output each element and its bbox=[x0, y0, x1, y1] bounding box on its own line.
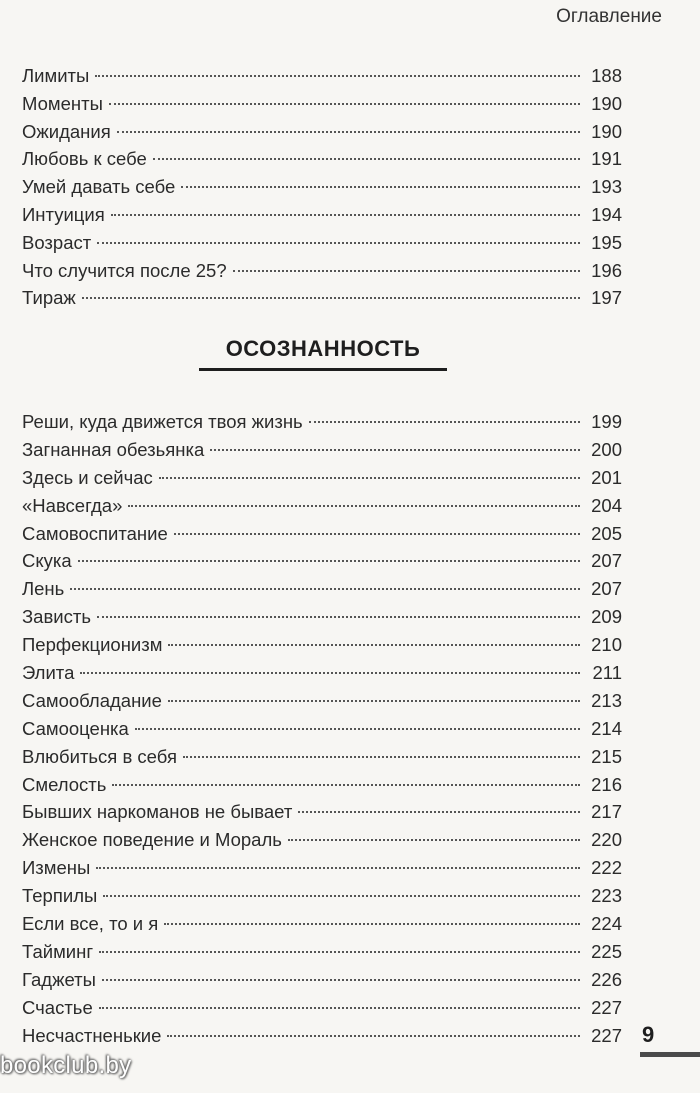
toc-entry-page: 223 bbox=[591, 885, 622, 907]
toc-entry-title: Загнанная обезьянка bbox=[22, 438, 205, 460]
toc-leader-dots bbox=[109, 103, 580, 105]
toc-leader-dots bbox=[99, 951, 580, 953]
toc-entry-title: Женское поведение и Мораль bbox=[22, 829, 282, 851]
toc-entry bbox=[22, 966, 622, 994]
toc-leader-dots bbox=[153, 158, 580, 160]
toc-entry-page: 209 bbox=[591, 606, 622, 628]
toc-entry-page: 215 bbox=[591, 745, 622, 767]
toc-entry-page: 210 bbox=[591, 634, 622, 656]
toc-entry bbox=[22, 118, 622, 146]
toc-entry-title: Реши, куда движется твоя жизнь bbox=[22, 411, 303, 432]
toc-entry-page: 191 bbox=[591, 148, 622, 170]
toc-entry-page: 225 bbox=[591, 940, 622, 962]
toc-entry-page: 194 bbox=[591, 203, 622, 225]
toc-entry-page: 199 bbox=[591, 411, 622, 432]
toc-entry-title: Несчастненькие bbox=[22, 1024, 162, 1046]
toc-entry-title: Элита bbox=[22, 662, 75, 684]
toc-entry-page: 195 bbox=[591, 231, 622, 253]
section-title: ОСОЗНАННОСТЬ bbox=[225, 336, 421, 361]
toc-entry bbox=[22, 257, 622, 285]
toc-leader-dots bbox=[78, 560, 580, 562]
toc-entry bbox=[22, 687, 622, 715]
toc-entry-page: 205 bbox=[591, 522, 622, 544]
toc-leader-dots bbox=[82, 297, 580, 299]
toc-entry-title: Если все, то и я bbox=[22, 913, 159, 935]
toc-entry-page: 213 bbox=[591, 689, 622, 711]
watermark: bookclub.by bbox=[0, 1052, 132, 1079]
toc-entry-page: 204 bbox=[591, 494, 622, 516]
toc-entry-page: 207 bbox=[591, 578, 622, 600]
toc-entry-page: 190 bbox=[591, 120, 622, 142]
toc-entry-page: 217 bbox=[591, 801, 622, 823]
page-number-bar bbox=[640, 1052, 700, 1057]
toc-entry-page: 193 bbox=[591, 176, 622, 198]
toc-entry-title: Терпилы bbox=[22, 885, 98, 907]
toc-entry bbox=[22, 284, 622, 312]
toc-entry-title: Смелость bbox=[22, 773, 107, 795]
toc-leader-dots bbox=[298, 811, 580, 813]
toc-entry bbox=[22, 631, 622, 659]
toc-leader-dots bbox=[233, 270, 580, 272]
toc-entry bbox=[22, 910, 622, 938]
toc-entry-page: 227 bbox=[591, 1024, 622, 1046]
toc-entry-title: Самовоспитание bbox=[22, 522, 168, 544]
toc-entry-title: Тайминг bbox=[22, 940, 94, 962]
toc-entry-title: Здесь и сейчас bbox=[22, 466, 153, 488]
toc-entry bbox=[22, 90, 622, 118]
toc-entry bbox=[22, 408, 622, 436]
toc-leader-dots bbox=[96, 867, 580, 869]
toc-entry bbox=[22, 743, 622, 771]
toc-entry bbox=[22, 145, 622, 173]
toc-entry-title: Измены bbox=[22, 857, 91, 879]
toc-leader-dots bbox=[128, 505, 580, 507]
toc-entry bbox=[22, 659, 622, 687]
toc-leader-dots bbox=[97, 242, 580, 244]
toc-entry-title: Перфекционизм bbox=[22, 634, 163, 656]
toc-leader-dots bbox=[288, 839, 580, 841]
toc-leader-dots bbox=[174, 533, 580, 535]
toc-entry-page: 224 bbox=[591, 913, 622, 935]
toc-entry-title: Что случится после 25? bbox=[22, 259, 227, 281]
toc-entry-title: Тираж bbox=[22, 287, 76, 309]
toc-entry bbox=[22, 62, 622, 90]
section-underline bbox=[199, 368, 447, 371]
toc-entry-page: 196 bbox=[591, 259, 622, 281]
toc-entry-page: 211 bbox=[592, 662, 622, 684]
toc-entry-page: 216 bbox=[591, 773, 622, 795]
toc-leader-dots bbox=[159, 477, 580, 479]
toc-leader-dots bbox=[135, 728, 580, 730]
toc-leader-dots bbox=[168, 644, 580, 646]
toc-entry-title: Самооценка bbox=[22, 717, 129, 739]
toc-list-top bbox=[22, 62, 622, 312]
toc-entry-title: «Навсегда» bbox=[22, 494, 123, 516]
toc-entry-title: Влюбиться в себя bbox=[22, 745, 177, 767]
toc-entry bbox=[22, 201, 622, 229]
toc-entry bbox=[22, 436, 622, 464]
toc-entry bbox=[22, 547, 622, 575]
toc-entry bbox=[22, 603, 622, 631]
toc-leader-dots bbox=[210, 449, 580, 451]
toc-leader-dots bbox=[309, 421, 580, 423]
toc-leader-dots bbox=[102, 979, 580, 981]
toc-entry-title: Бывших наркоманов не бывает bbox=[22, 801, 293, 823]
toc-entry-title: Возраст bbox=[22, 231, 92, 253]
toc-leader-dots bbox=[111, 214, 580, 216]
toc-entry-page: 220 bbox=[591, 829, 622, 851]
toc-entry-title: Интуиция bbox=[22, 203, 105, 225]
toc-entry-page: 222 bbox=[591, 857, 622, 879]
toc-entry-page: 207 bbox=[591, 550, 622, 572]
toc-entry bbox=[22, 771, 622, 799]
toc-entry bbox=[22, 938, 622, 966]
toc-entry bbox=[22, 854, 622, 882]
toc-leader-dots bbox=[95, 75, 580, 77]
toc-entry-title: Лимиты bbox=[22, 65, 90, 86]
toc-leader-dots bbox=[70, 588, 580, 590]
toc-entry-title: Умей давать себе bbox=[22, 176, 176, 198]
toc-entry-page: 201 bbox=[591, 466, 622, 488]
toc-leader-dots bbox=[99, 1007, 580, 1009]
toc-leader-dots bbox=[97, 616, 580, 618]
toc-leader-dots bbox=[80, 672, 580, 674]
toc-leader-dots bbox=[112, 784, 580, 786]
toc-entry-title: Самообладание bbox=[22, 689, 162, 711]
toc-entry-title: Ожидания bbox=[22, 120, 111, 142]
toc-entry bbox=[22, 520, 622, 548]
section-header bbox=[199, 336, 447, 371]
toc-list-bottom bbox=[22, 408, 622, 1049]
toc-entry bbox=[22, 229, 622, 257]
toc-entry-title: Гаджеты bbox=[22, 968, 96, 990]
toc-entry-page: 227 bbox=[591, 996, 622, 1018]
toc-entry bbox=[22, 798, 622, 826]
page-number: 9 bbox=[642, 1022, 655, 1047]
toc-leader-dots bbox=[103, 895, 580, 897]
toc-entry-page: 200 bbox=[591, 438, 622, 460]
toc-leader-dots bbox=[181, 186, 580, 188]
toc-entry bbox=[22, 994, 622, 1022]
toc-leader-dots bbox=[117, 131, 580, 133]
toc-leader-dots bbox=[168, 700, 580, 702]
toc-entry-page: 197 bbox=[591, 287, 622, 309]
toc-entry-title: Счастье bbox=[22, 996, 93, 1018]
toc-entry-title: Лень bbox=[22, 578, 65, 600]
toc-entry-page: 190 bbox=[591, 92, 622, 114]
toc-entry bbox=[22, 1022, 622, 1050]
toc-entry bbox=[22, 464, 622, 492]
toc-leader-dots bbox=[167, 1035, 580, 1037]
toc-entry-page: 214 bbox=[591, 717, 622, 739]
running-head: Оглавление bbox=[556, 6, 662, 27]
toc-entry bbox=[22, 575, 622, 603]
toc-entry-page: 226 bbox=[591, 968, 622, 990]
toc-entry-page: 188 bbox=[591, 65, 622, 86]
toc-leader-dots bbox=[183, 756, 580, 758]
toc-leader-dots bbox=[164, 923, 580, 925]
toc-entry bbox=[22, 826, 622, 854]
toc-entry bbox=[22, 492, 622, 520]
toc-entry bbox=[22, 882, 622, 910]
toc-entry-title: Любовь к себе bbox=[22, 148, 147, 170]
toc-entry-title: Моменты bbox=[22, 92, 103, 114]
toc-entry-title: Зависть bbox=[22, 606, 91, 628]
toc-entry bbox=[22, 173, 622, 201]
toc-entry-title: Скука bbox=[22, 550, 72, 572]
toc-entry bbox=[22, 715, 622, 743]
